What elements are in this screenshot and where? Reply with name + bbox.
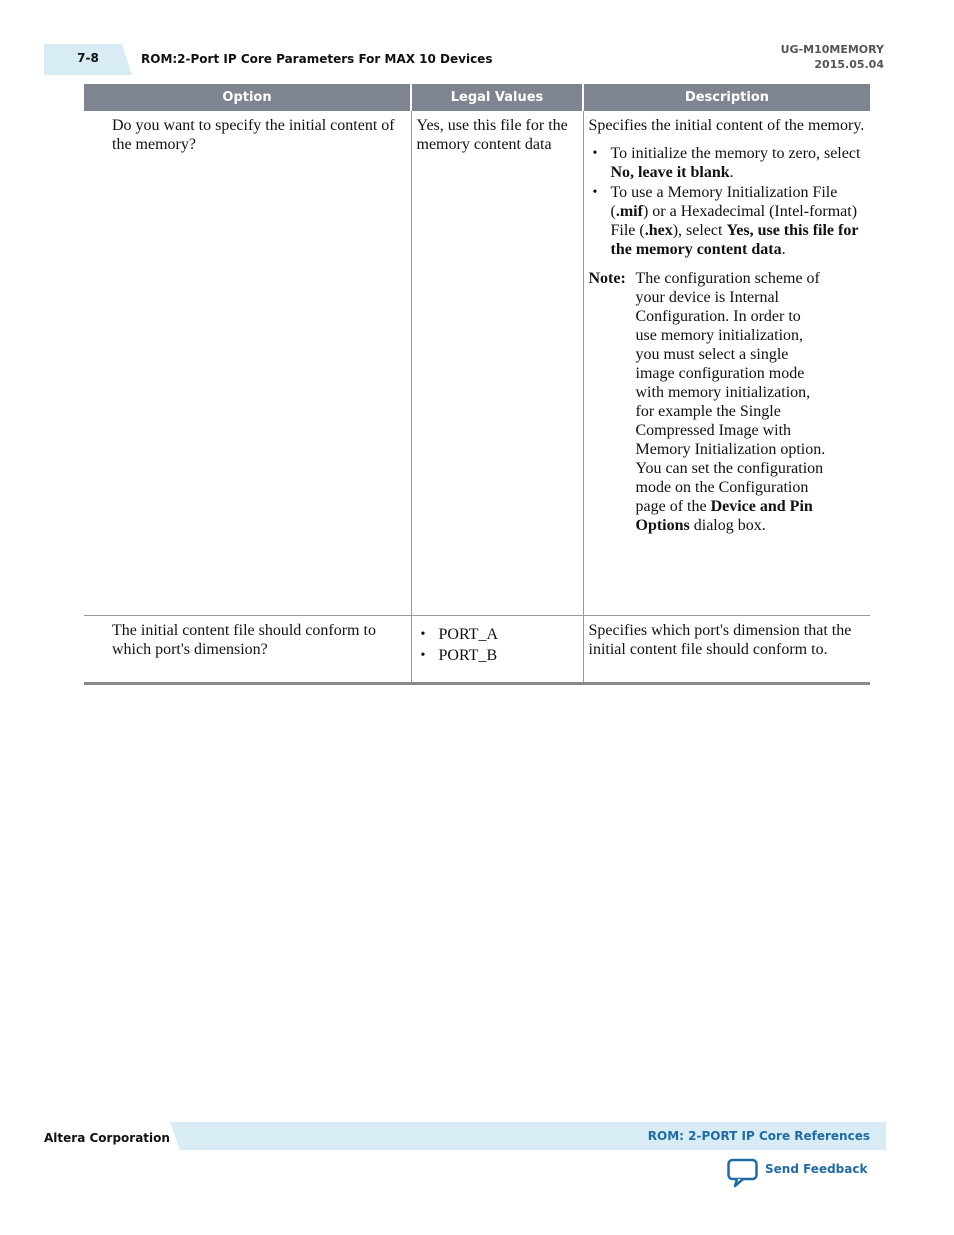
table-row <box>84 616 870 684</box>
doc-date: 2015.05.04 <box>814 58 884 71</box>
legal-values-cell: Yes, use this file for the memory content data <box>411 111 583 616</box>
list-item: • To use a Memory Initialization File (.mif) or a Hexadecimal (Intel-format) File (.hex), select Yes, use this file for the memory content data. <box>589 183 866 259</box>
send-feedback-button[interactable] <box>727 1158 867 1188</box>
legal-values-cell <box>411 616 583 684</box>
column-header-option: Option <box>84 84 411 111</box>
company-name: Altera Corporation <box>44 1131 170 1145</box>
doc-id: UG-M10MEMORY <box>780 43 884 56</box>
note-text: The configuration scheme of your device is Internal Configuration. In order to use memory initialization, you must select a single image configuration mode with memory initialization, for example the Single Compressed Image with Memory Initialization option. You can set the configuration mode on the Configuration page of the Device and Pin Options dialog box. <box>635 270 826 534</box>
description-cell <box>583 111 870 616</box>
option-cell: The initial content file should conform to which port's dimension? <box>84 616 411 684</box>
legal-values-list <box>417 625 578 665</box>
doc-info <box>781 42 884 72</box>
option-cell: Do you want to specify the initial content of the memory? <box>84 111 411 616</box>
list-item: • PORT_B <box>417 646 578 665</box>
column-header-legal-values: Legal Values <box>411 84 583 111</box>
table-header-row <box>84 84 870 111</box>
column-header-description: Description <box>583 84 870 111</box>
description-intro: Specifies the initial content of the memory. <box>588 117 865 134</box>
note-block <box>589 269 866 535</box>
list-item: • PORT_A <box>417 625 578 644</box>
section-title: ROM:2-Port IP Core Parameters For MAX 10 Devices <box>141 52 493 66</box>
parameters-table <box>84 84 870 685</box>
table-row <box>84 111 870 616</box>
speech-bubble-icon <box>727 1158 759 1193</box>
note-label: Note: <box>588 270 626 287</box>
list-item: • To initialize the memory to zero, select No, leave it blank. <box>589 144 866 182</box>
chapter-reference-link[interactable]: ROM: 2-PORT IP Core References <box>647 1129 870 1143</box>
description-bullets <box>589 144 866 259</box>
send-feedback-label: Send Feedback <box>765 1162 868 1176</box>
page-number: 7-8 <box>77 51 99 65</box>
description-cell: Specifies which port's dimension that the initial content file should conform to. <box>583 616 870 684</box>
